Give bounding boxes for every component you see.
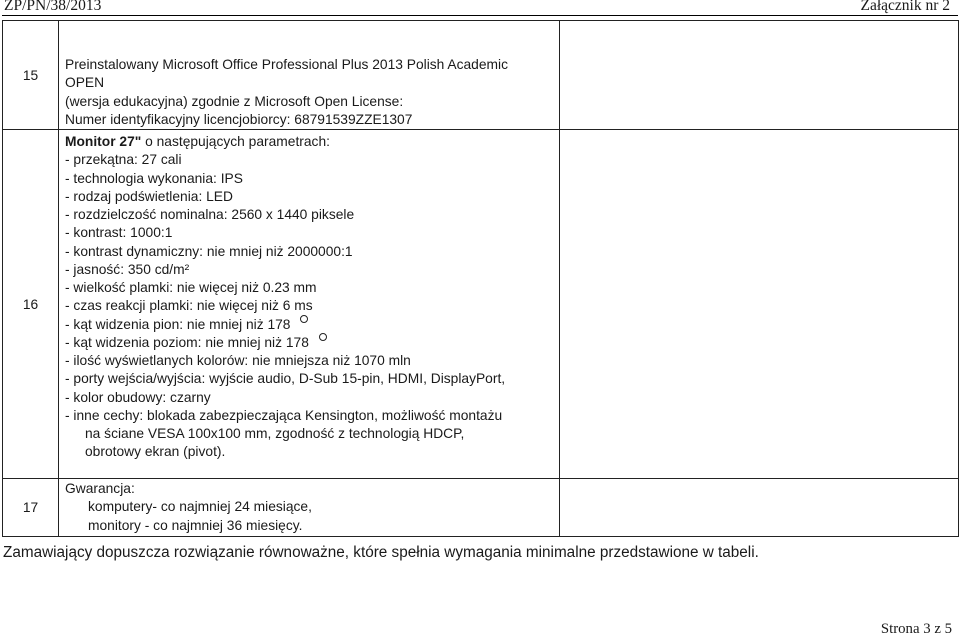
row-description — [59, 21, 560, 130]
spec-line: - technologia wykonania: IPS — [65, 170, 243, 186]
row-number: 17 — [3, 479, 59, 537]
description-line: OPEN — [65, 75, 105, 91]
page-header — [0, 0, 960, 14]
spec-line-text: - kąt widzenia pion: nie mniej niż 178 — [65, 316, 291, 332]
row-description — [59, 479, 560, 537]
spec-line-text: - kąt widzenia poziom: nie mniej niż 178 — [65, 334, 309, 350]
spec-line: - kontrast: 1000:1 — [65, 225, 173, 241]
row-offer-cell — [560, 21, 959, 130]
spec-line: - rozdzielczość nominalna: 2560 x 1440 piksele — [65, 207, 355, 222]
spec-line: - przekątna: 27 cali — [65, 152, 182, 168]
row-number: 16 — [3, 130, 59, 479]
row-offer-cell — [560, 130, 959, 479]
specification-table — [2, 20, 959, 537]
spec-line: - rodzaj podświetlenia: LED — [65, 188, 233, 204]
spec-line: - porty wejścia/wyjścia: wyjście audio, D-Sub 15-pin, HDMI, DisplayPort, — [65, 371, 506, 387]
row-number: 15 — [3, 21, 59, 130]
document-reference: ZP/PN/38/2013 — [4, 0, 102, 14]
spec-continuation-line: na ściane VESA 100x100 mm, zgodność z technologią HDCP, — [85, 426, 465, 441]
header-rule — [2, 15, 958, 16]
spec-line: - ilość wyświetlanych kolorów: nie mniejsza niż 1070 mln — [65, 353, 411, 368]
spec-line: - inne cechy: blokada zabezpieczająca Kensington, możliwość montażu — [65, 407, 503, 423]
row-description — [59, 130, 560, 479]
row-offer-cell — [560, 479, 959, 537]
attachment-label: Załącznik nr 2 — [860, 0, 950, 14]
monitor-heading — [65, 133, 559, 151]
spec-line: - kontrast dynamiczny: nie mniej niż 2000000:1 — [65, 243, 353, 259]
spec-line: - wielkość plamki: nie więcej niż 0.23 mm — [65, 280, 317, 295]
degree-icon — [319, 333, 327, 341]
warranty-heading: Gwarancja: — [65, 481, 135, 496]
description-line: Preinstalowany Microsoft Office Professional Plus 2013 Polish Academic — [65, 57, 508, 72]
spec-line: - czas reakcji plamki: nie więcej niż 6 ms — [65, 298, 313, 314]
monitor-heading-rest: o następujących parametrach: — [141, 134, 330, 149]
monitor-heading-bold: Monitor 27" — [65, 134, 142, 149]
page-number: Strona 3 z 5 — [880, 621, 952, 637]
degree-icon — [300, 315, 308, 323]
equivalence-note: Zamawiający dopuszcza rozwiązanie równoważne, które spełnia wymagania minimalne przedstawione w tabeli. — [3, 544, 759, 561]
spec-continuation-line: obrotowy ekran (pivot). — [85, 444, 226, 460]
warranty-line: monitory - co najmniej 36 miesięcy. — [88, 517, 303, 533]
table-row-15 — [3, 21, 959, 130]
warranty-line: komputery- co najmniej 24 miesiące, — [88, 499, 312, 515]
spec-line: - jasność: 350 cd/m² — [65, 261, 190, 277]
table-row-17 — [3, 479, 959, 537]
spec-line — [65, 316, 559, 334]
description-line: Numer identyfikacyjny licencjobiorcy: 68791539ZZE1307 — [65, 111, 413, 127]
description-line: (wersja edukacyjna) zgodnie z Microsoft Open License: — [65, 93, 404, 109]
table-row-16 — [3, 130, 959, 479]
spec-line — [65, 334, 559, 352]
spec-line: - kolor obudowy: czarny — [65, 389, 211, 405]
